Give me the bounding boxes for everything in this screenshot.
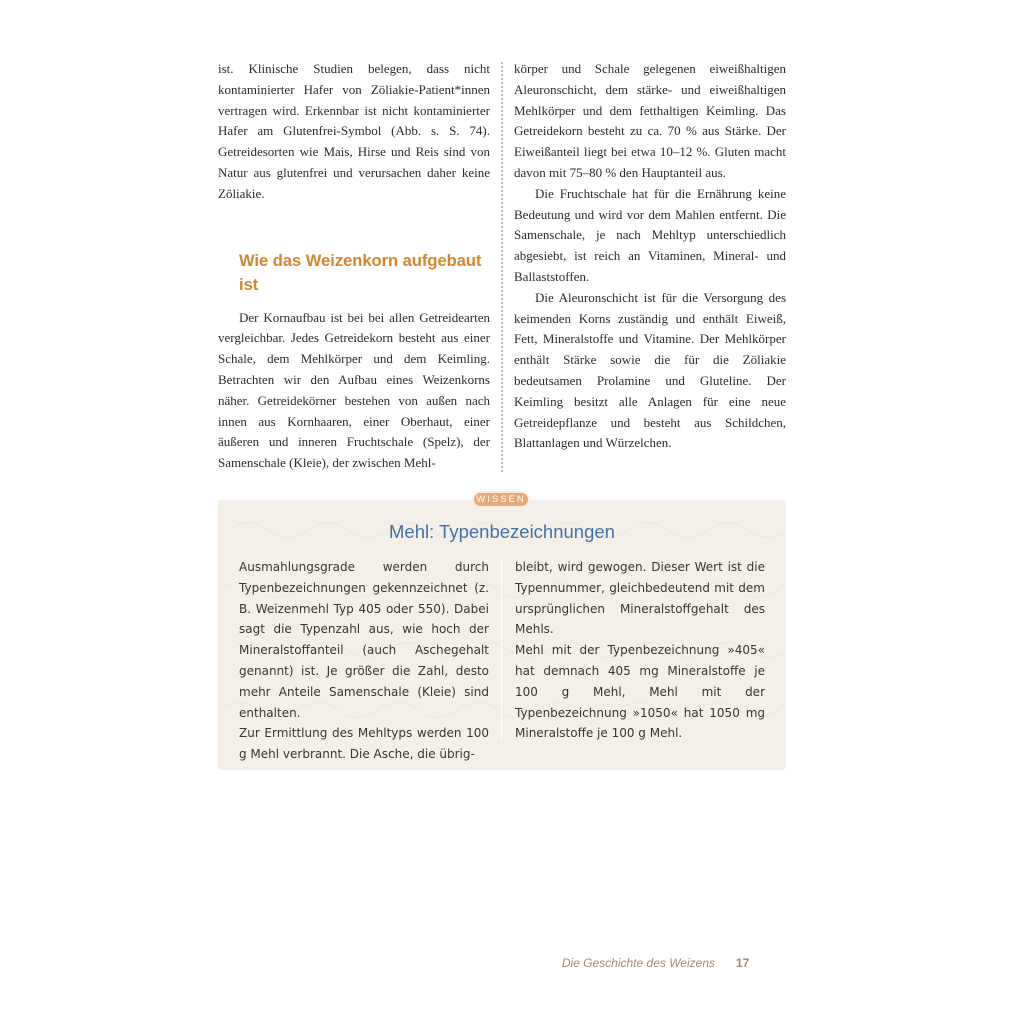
paragraph-fruchtschale: Die Fruchtschale hat für die Ernährung keine Bedeutung und wird vor dem Mahlen entfernt. Die Samenschale, je nach Mehltyp unterschiedlich abgesiebt, ist reich an Vitaminen, Mineral- und Ballaststoffen. — [514, 185, 786, 284]
right-text-column — [514, 59, 786, 454]
info-paragraph-ausmahlung: Ausmahlungsgrade werden durch Typenbezeichnungen gekennzeichnet (z. B. Weizenmehl Typ 405 oder 550). Dabei sagt die Typenzahl aus, wie hoch der Mineralstoffanteil (auch Aschegehalt genannt) ist. Je größer die Zahl, desto mehr Anteile Samenschale (Kleie) sind enthalten. — [239, 560, 489, 720]
left-text-column — [218, 59, 490, 474]
wissen-badge: WISSEN — [472, 491, 530, 508]
info-box-divider — [501, 560, 502, 740]
paragraph-continuation: körper und Schale gelegenen eiweißhaltigen Aleuronschicht, dem stärke- und eiweißhaltigen Mehlkörper und dem fetthaltigen Keimling. Das Getreidekorn besteht zu ca. 70 % aus Stärke. Der Eiweißanteil liegt bei etwa 10–12 %. Gluten macht davon mit 75–80 % den Hauptanteil aus. — [514, 61, 786, 180]
body-paragraph: Der Kornaufbau ist bei bei allen Getreidearten vergleichbar. Jedes Getreidekorn besteht aus einer Schale, dem Mehlkörper und dem Keimling. Betrachten wir den Aufbau eines Weizenkorns näher. Getreidekörner bestehen von außen nach innen aus Kornhaaren, einer Oberhaut, einer äußeren und inneren Fruchtschale (Spelz), der Samenschale (Kleie), der zwischen Mehl- — [218, 309, 490, 471]
info-box-left-column — [239, 557, 489, 765]
info-box — [218, 494, 786, 770]
info-box-title: Mehl: Typenbezeichnungen — [389, 521, 615, 542]
column-divider — [501, 62, 503, 472]
paragraph-aleuronschicht: Die Aleuronschicht ist für die Versorgung des keimenden Korns zuständig und enthält Eiweiß, Fett, Mineralstoffe und Vitamine. Der Mehlkörper enthält Stärke sowie die für die Zöliakie bedeutsamen Prolamine und Gluteline. Der Keimling besitzt alle Anlagen für eine neue Getreidepflanze und besteht aus Schildchen, Blattanlagen und Würzelchen. — [514, 289, 786, 451]
info-paragraph-beispiel: Mehl mit der Typenbezeichnung »405« hat demnach 405 mg Mineralstoffe je 100 g Mehl, Mehl mit der Typenbezeichnung »1050« hat 1050 mg Mineralstoffe je 100 g Mehl. — [515, 643, 765, 741]
section-heading: Wie das Weizenkorn aufgebaut ist — [239, 251, 482, 294]
intro-paragraph: ist. Klinische Studien belegen, dass nicht kontaminierter Hafer von Zöliakie-Patient*innen vertragen wird. Erkennbar ist nicht kontaminierter Hafer am Glutenfrei-Symbol (Abb. s. S. 74). Getreidesorten wie Mais, Hirse und Reis sind von Natur aus glutenfrei und verursachen daher keine Zöliakie. — [218, 61, 490, 201]
page-number: 17 — [736, 956, 750, 970]
info-box-right-column — [515, 557, 765, 744]
info-paragraph-typennummer: bleibt, wird gewogen. Dieser Wert ist die Typennummer, gleichbedeutend mit dem ursprünglichen Mineralstoffgehalt des Mehls. — [515, 560, 765, 637]
info-paragraph-ermittlung: Zur Ermittlung des Mehltyps werden 100 g Mehl verbrannt. Die Asche, die übrig- — [239, 726, 489, 762]
running-title: Die Geschichte des Weizens — [561, 956, 715, 970]
